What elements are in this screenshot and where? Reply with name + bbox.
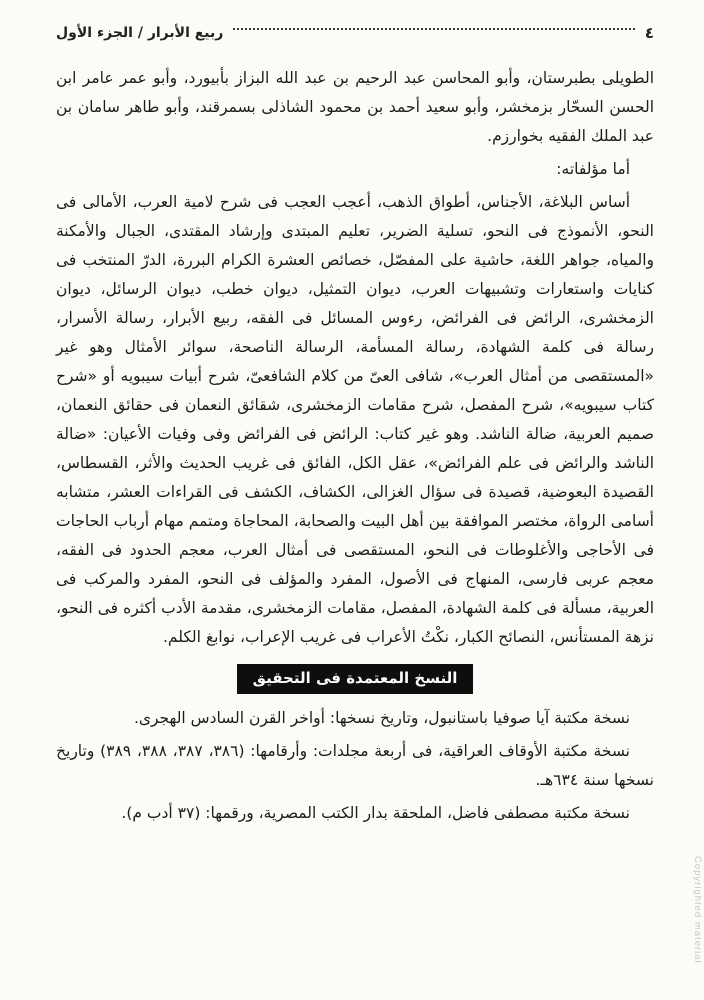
- book-title: ربيع الأبرار / الجزء الأول: [56, 25, 224, 41]
- copyright-watermark: Copyrighted material: [692, 856, 703, 964]
- header-dotted-leader: [233, 28, 635, 30]
- paragraph-biography-continuation: الطويلى بطبرستان، وأبو المحاسن عبد الرحيم بن عبد الله البزاز بأبيورد، وأبو عمر عامر ابن الحسن السحّار بزمخشر، وأبو سعيد أحمد بن محمود الشاذلى بسمرقند، وأبو طاهر سامان بن عبد الملك الفقيه بخوارزم.: [56, 69, 654, 145]
- page-header: [56, 24, 654, 42]
- page-number: ٤: [644, 24, 654, 42]
- manuscript-note-mustafa-fadil: نسخة مكتبة مصطفى فاضل، الملحقة بدار الكتب المصرية، ورقمها: (٣٧ أدب م).: [121, 804, 630, 822]
- manuscript-note-aya-sofia: نسخة مكتبة آيا صوفيا باستانبول، وتاريخ نسخها: أواخر القرن السادس الهجرى.: [133, 709, 630, 727]
- manuscript-note-iraqi-awqaf: نسخة مكتبة الأوقاف العراقية، فى أربعة مجلدات: وأرقامها: (٣٨٦، ٣٨٧، ٣٨٨، ٣٨٩) وتاريخ نسخها سنة ٦٣٤هـ.: [56, 742, 654, 789]
- paragraph-works-list: أساس البلاغة، الأجناس، أطواق الذهب، أعجب العجب فى شرح لامية العرب، الأمالى فى النحو، الأنموذج فى النحو، تسلية الضرير، تعليم المبتدى وإرشاد المقتدى، الجبال والأمكنة والمياه، جواهر اللغة، حاشية على المفصّل، خصائص العشرة الكرام البررة، الدرّ المنتخب فى كنايات واستعارات وتشبيهات العرب، ديوان التمثيل، ديوان خطب، ديوان الرسائل، ديوان الزمخشرى، الرائض فى الفرائض، رءوس المسائل فى الفقه، ربيع الأبرار، رسالة الأسرار، رسالة فى كلمة الشهادة، رسالة المسأمة، الرسالة الناصحة، سوائر الأمثال وهو غير «المستقصى من أمثال العرب»، شافى العىّ من كلام الشافعىّ، شرح أبيات سيبويه أو «شرح كتاب سيبويه»، شرح المفصل، شرح مقامات الزمخشرى، شقائق النعمان فى حقائق النعمان، صميم العربية، ضالة الناشد. وهو غير كتاب: الرائض فى الفرائض وفى وفيات الأعيان: «ضالة الناشد والرائض فى علم الفرائض»، عقل الكل، الفائق فى غريب الحديث والأثر، القسطاس، القصيدة البعوضية، قصيدة فى سؤال الغزالى، الكشاف، الكشف فى القراءات العشر، متشابه أسامى الرواة، مختصر الموافقة بين أهل البيت والصحابة، المحاجاة ومتمم مهام أرباب الحاجات فى الأحاجى والأغلوطات فى النحو، المستقصى فى أمثال العرب، معجم الحدود فى الفقه، معجم عربى فارسى، المنهاج فى الأصول، المفرد والمؤلف فى النحو، المفرد والمركب فى العربية، مسألة فى كلمة الشهادة، المفصل، مقامات الزمخشرى، مقدمة الأدب أكثره فى النحو، نزهة المستأنس، النصائح الكبار، نكْتُ الأعراب فى غريب الإعراب، نوابغ الكلم.: [56, 193, 654, 646]
- section-heading-manuscripts: النسخ المعتمدة فى التحقيق: [237, 664, 474, 694]
- page-body: [56, 64, 654, 828]
- paragraph-works-intro: أما مؤلفاته:: [556, 160, 630, 178]
